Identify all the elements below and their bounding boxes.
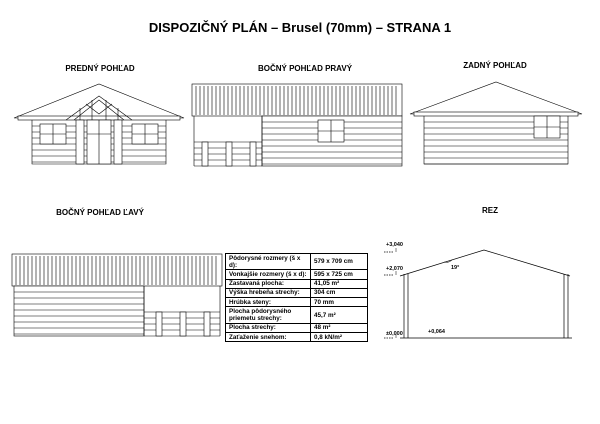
spec-key: Zaťaženie snehom: — [226, 333, 311, 342]
specs-table — [225, 253, 368, 342]
spec-value: 45,7 m² — [311, 307, 368, 323]
section-drawing — [384, 240, 584, 344]
spec-key: Plocha pôdorysného priemetu strechy: — [226, 307, 311, 323]
spec-value: 0,8 kN/m² — [311, 333, 368, 342]
spec-value: 304 cm — [311, 288, 368, 297]
table-row — [226, 333, 368, 342]
spec-value: 579 x 709 cm — [311, 254, 368, 270]
ridge-height-label: +3,040 — [386, 242, 403, 248]
table-row — [226, 298, 368, 307]
left-view-drawing — [12, 254, 222, 344]
spec-key: Plocha strechy: — [226, 323, 311, 332]
spec-key: Vonkajšie rozmery (š x d): — [226, 270, 311, 279]
page-title: DISPOZIČNÝ PLÁN – Brusel (70mm) – STRANA 1 — [148, 20, 452, 35]
table-row — [226, 323, 368, 332]
spec-value: 41,05 m² — [311, 279, 368, 288]
eave-height-label: +2,070 — [386, 266, 403, 272]
rear-view-drawing — [410, 82, 582, 174]
front-view-label: PREDNÝ POHĽAD — [65, 64, 135, 73]
table-row — [226, 288, 368, 297]
spec-value: 70 mm — [311, 298, 368, 307]
base-height-label: ±0,000 — [386, 331, 403, 337]
roof-angle-label: 19° — [451, 265, 460, 271]
spec-key: Pôdorysné rozmery (š x d): — [226, 254, 311, 270]
table-row — [226, 279, 368, 288]
right-view-drawing — [192, 84, 404, 174]
spec-key: Hrúbka steny: — [226, 298, 311, 307]
spec-value: 48 m² — [311, 323, 368, 332]
spec-key: Výška hrebeňa strechy: — [226, 288, 311, 297]
section-view-label: REZ — [482, 206, 498, 215]
table-row — [226, 270, 368, 279]
left-view-label: BOČNÝ POHĽAD ĽAVÝ — [56, 208, 144, 217]
front-view-drawing — [14, 84, 184, 174]
floor-height-label: +0,064 — [428, 329, 445, 335]
table-row — [226, 307, 368, 323]
spec-value: 595 x 725 cm — [311, 270, 368, 279]
table-row — [226, 254, 368, 270]
rear-view-label: ZADNÝ POHĽAD — [463, 61, 527, 70]
right-view-label: BOČNÝ POHĽAD PRAVÝ — [257, 64, 353, 73]
spec-key: Zastavaná plocha: — [226, 279, 311, 288]
